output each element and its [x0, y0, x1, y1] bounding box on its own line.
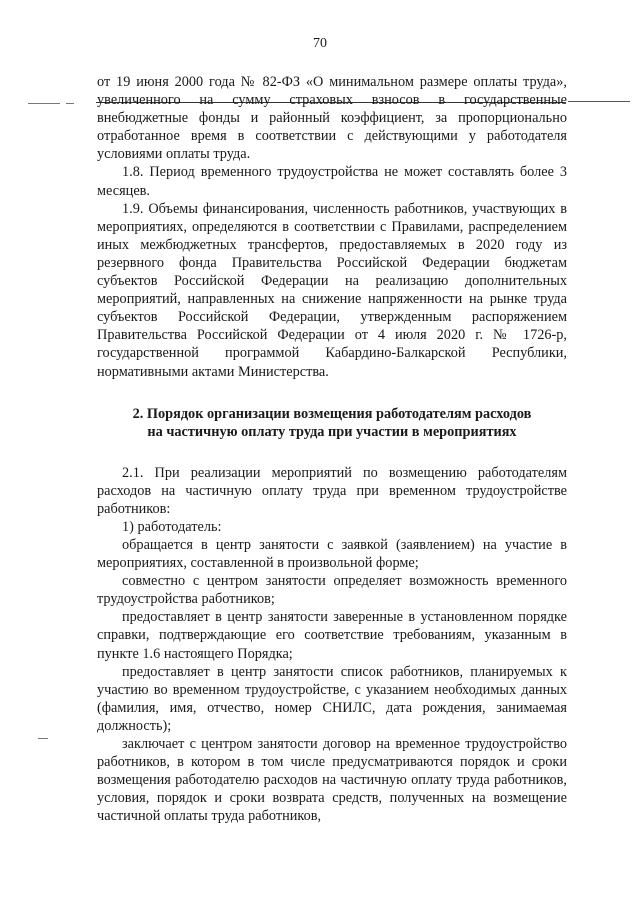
scan-tick-left [66, 103, 74, 104]
paragraph-contract: заключает с центром занятости договор на временное трудоустройство работников, в котором в том числе предусматриваются порядок и сроки возмещения работодателю расходов на частичную оплату труда работников, условия, порядок и сроки возврата средств, полученных на возмещение частичной оплаты труда работников, [97, 736, 567, 825]
scan-line-right [568, 101, 630, 102]
document-body [97, 73, 567, 825]
paragraph-list: предоставляет в центр занятости список работников, планируемых к участию во временном трудоустройстве, с указанием необходимых данных (фамилия, имя, отчество, номер СНИЛС, дата рождения, занимаемая должность); [97, 663, 567, 734]
paragraph-1-9: 1.9. Объемы финансирования, численность работников, участвующих в мероприятиях, определяются в соответствии с Правилами, распределением иных межбюджетных трансфертов, предоставляемых в 2020 году из резервного фонда Правительства Российской Федерации бюджетам субъектов Российской Федерации на реализацию дополнительных мероприятий, направленных на снижение напряженности на рынке труда субъектов Российской Федерации, утвержденным распоряжением Правительства Российской Федерации от 4 июля 2020 г. № 1726-р, государственной программой Кабардино-Балкарской Республики, нормативными актами Министерства. [97, 200, 567, 380]
section-2-heading-line-1: 2. Порядок организации возмещения работодателям расходов [132, 405, 532, 422]
scan-mark-margin [38, 738, 48, 739]
paragraph-determines: совместно с центром занятости определяет возможность временного трудоустройства работников; [97, 573, 567, 608]
page-number: 70 [313, 36, 327, 51]
paragraph-applies: обращается в центр занятости с заявкой (заявлением) на участие в мероприятиях, составленной в произвольной форме; [97, 536, 567, 572]
paragraph-employer: 1) работодатель: [122, 518, 222, 535]
paragraph-2-1: 2.1. При реализации мероприятий по возмещению работодателям расходов на частичную оплату труда при временном трудоустройстве работников: [97, 464, 567, 517]
paragraph-1-8: 1.8. Период временного трудоустройства не может составлять более 3 месяцев. [97, 164, 567, 199]
scan-line-left [28, 103, 60, 104]
paragraph-certified: предоставляет в центр занятости заверенные в установленном порядке справки, подтверждающие его соответствие требованиям, указанным в пункте 1.6 настоящего Порядка; [97, 609, 567, 662]
paragraph-continuation: от 19 июня 2000 года № 82-ФЗ «О минимальном размере оплаты труда», увеличенного на сумму страховых взносов в государственные внебюджетные фонды и районный коэффициент, за пропорционально отработанное время в соответствии с действующими у работодателя условиями оплаты труда. [97, 74, 567, 163]
section-2-heading [97, 405, 567, 441]
section-2-heading-line-2: на частичную оплату труда при участии в мероприятиях [147, 423, 517, 440]
